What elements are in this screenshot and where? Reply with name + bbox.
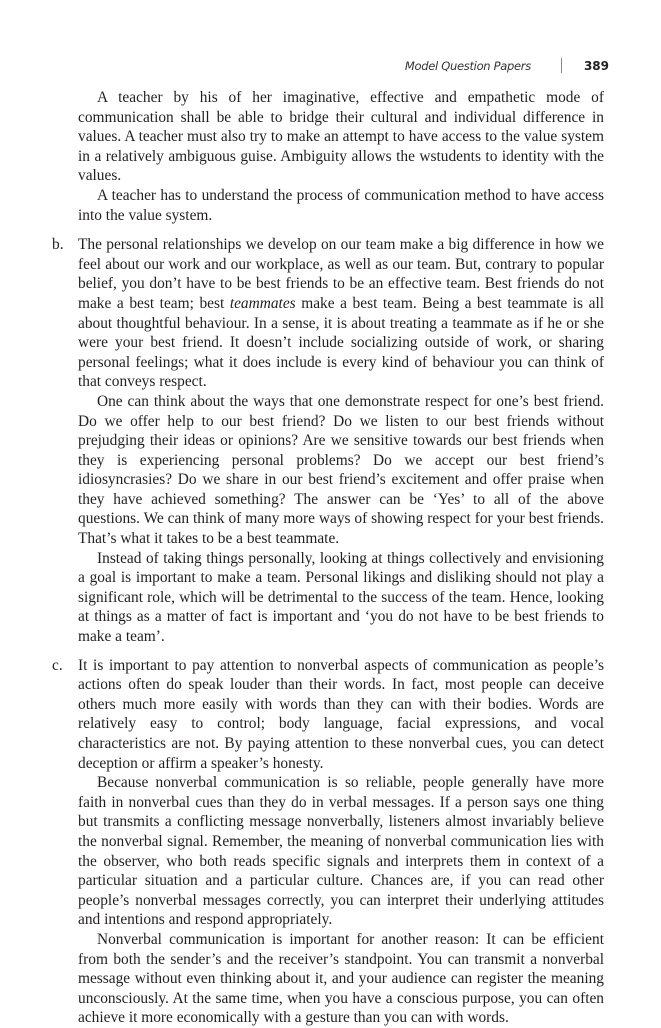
emphasis-text: teammates [229, 294, 296, 312]
item-label: b. [52, 236, 64, 254]
item-b-paragraph-2: One can think about the ways that one demonstrate respect for one’s best friend. Do we offer help to our best friend? Do we listen to our best friends without prejudging their ideas or opinions? Are we sensitive towards our best friends when they is experiencing personal problems? Do we accept our best friend’s idiosyncrasies? Do we share in our best friend’s excitement and offer praise when they have achieved something? The answer can be ‘Yes’ to all of the above questions. We can think of many more ways of showing respect for your best friends. That’s what it takes to be a best teammate. [78, 392, 604, 548]
running-header [405, 58, 609, 73]
intro-paragraph-2: A teacher has to understand the process of communication method to have access into the value system. [78, 186, 604, 224]
item-b-paragraph-1 [78, 235, 604, 392]
item-c-paragraph-3: Nonverbal communication is important for another reason: It can be efficient from both the sender’s and the receiver’s standpoint. You can transmit a nonverbal message without even thinking about it, and your audience can register the meaning unconsciously. At the same time, when you have a conscious purpose, you can often achieve it more economically with a gesture than you can with words. [78, 930, 604, 1027]
item-c-paragraph-2: Because nonverbal communication is so reliable, people generally have more faith in nonverbal cues than they do in verbal messages. If a person says one thing but transmits a conflicting message nonverbally, listeners almost invariably believe the nonverbal signal. Remember, the meaning of nonverbal communication lies with the observer, who both reads specific signals and interprets them in context of a particular situation and a particular culture. Chances are, if you can read other people’s nonverbal messages correctly, you can interpret their underlying attitudes and intentions and respond appropriately. [78, 774, 604, 929]
item-c-paragraph-1: It is important to pay attention to nonverbal aspects of communication as people’s actions often do speak louder than their words. In fact, most people can deceive others much more easily with words than they can with their bodies. Words are relatively easy to control; body language, facial expressions, and vocal characteristics are not. By paying attention to these nonverbal cues, you can detect deception or affirm a speaker’s honesty. [78, 656, 604, 772]
text-run: The personal relationships we develop on our team make a big difference in how we feel about our work and our workplace, as well as our team. But, contrary to popular belief, you don’t have to be best friends to be an effective team. Best friends do not make a best team; best [78, 236, 604, 312]
item-b-paragraph-3: Instead of taking things personally, looking at things collectively and envisioning a goal is important to make a team. Personal likings and disliking should not play a significant role, which will be detrimental to the success of the team. Hence, looking at things as a matter of fact is important and ‘you do not have to be best friends to make a team’. [78, 549, 604, 646]
intro-paragraph-1: A teacher by his of her imaginative, effective and empathetic mode of communication shall be able to bridge their cultural and individual difference in values. A teacher must also try to make an attempt to have access to the value system in a relatively ambiguous guise. Ambiguity allows the wstudents to identity with the values. [78, 89, 604, 185]
answer-item-c [52, 656, 604, 1028]
header-divider [561, 58, 562, 73]
running-title: Model Question Papers [404, 58, 531, 73]
item-label: c. [52, 656, 63, 674]
page-body [52, 88, 604, 1028]
text-run: make a best team. Being a best teammate is all about thoughtful behaviour. In a sense, it is about treating a teammate as if he or she were your best friend. It doesn’t include socializing outside of work, or sharing personal feelings; what it does include is every kind of behaviour you can think of that conveys respect. [78, 294, 604, 391]
page-number: 389 [583, 58, 609, 73]
answer-item-b [52, 235, 604, 646]
